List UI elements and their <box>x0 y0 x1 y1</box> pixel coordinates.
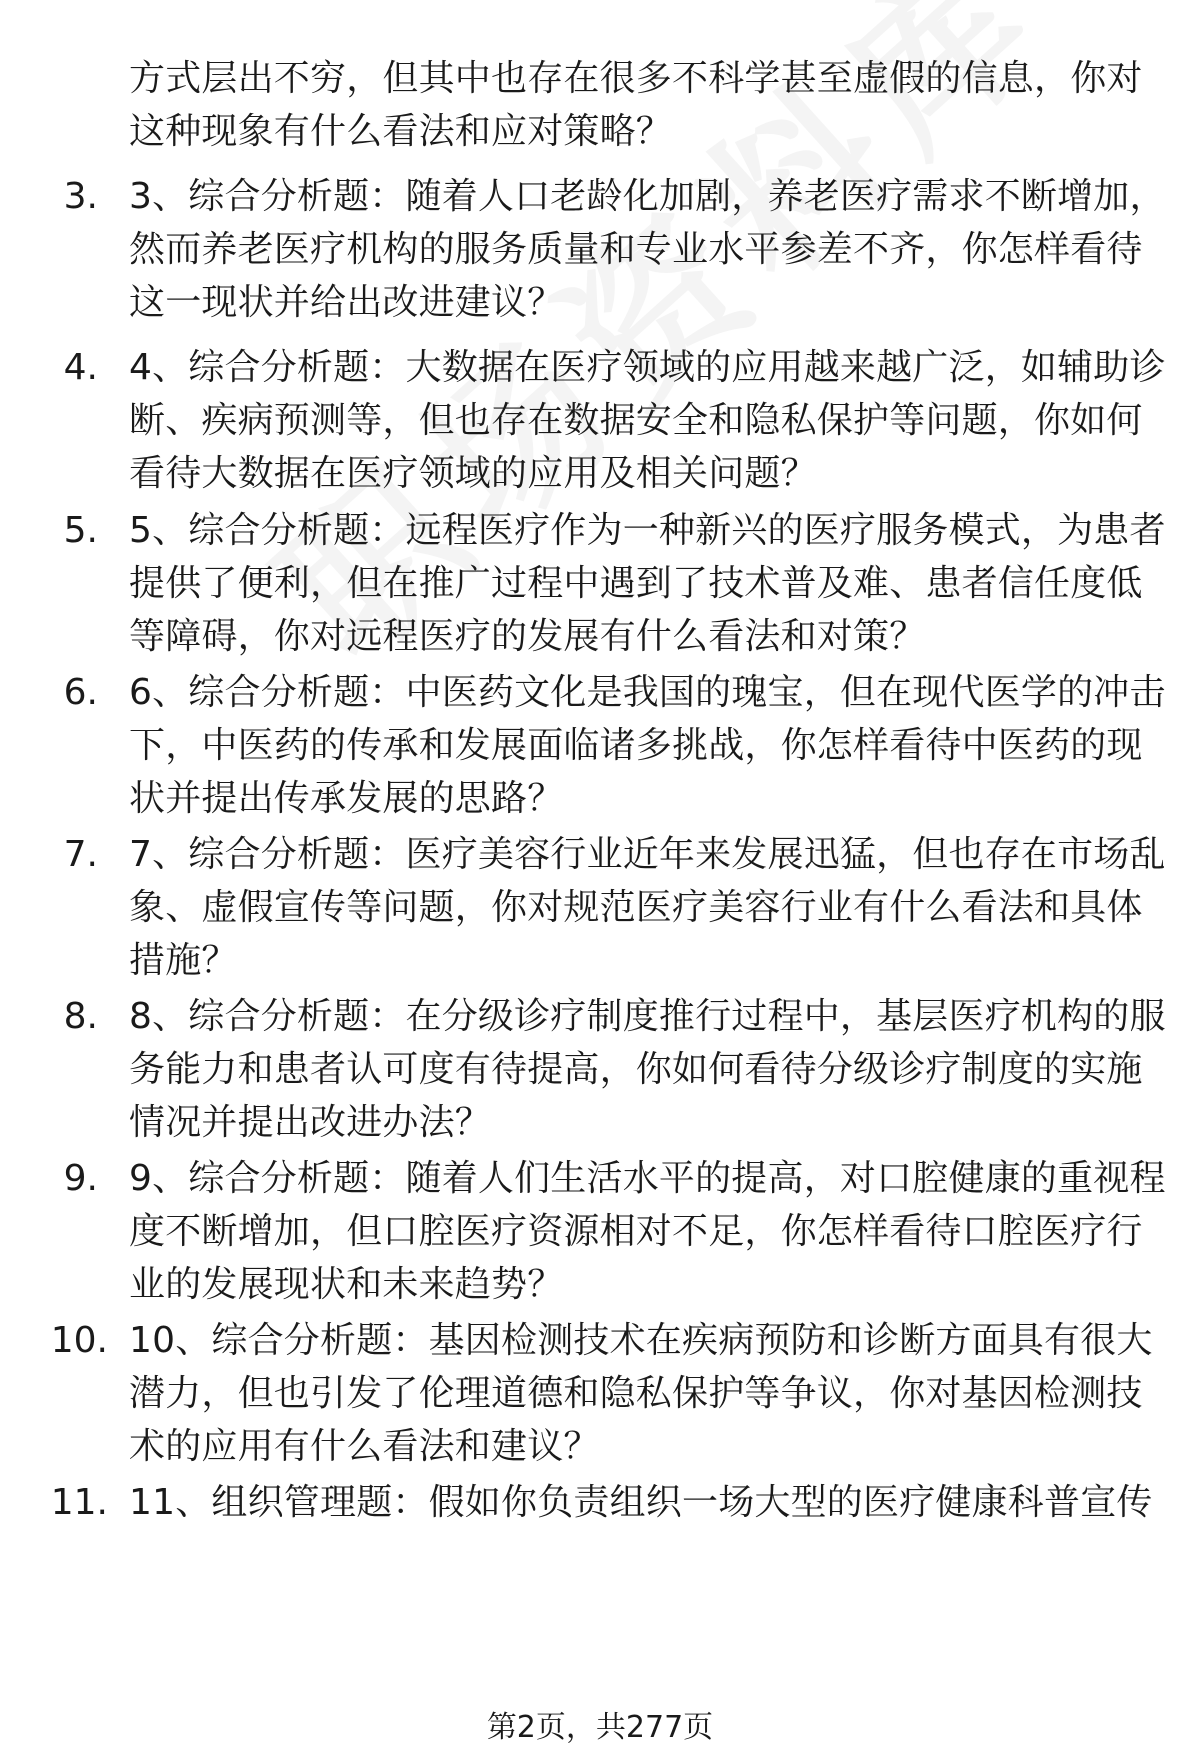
list-number: 5. <box>63 510 98 551</box>
question-text: 6、综合分析题：中医药文化是我国的瑰宝，但在现代医学的冲击下，中医药的传承和发展面临诸多挑战，你怎样看待中医药的现状并提出传承发展的思路？ <box>129 672 1166 819</box>
list-number: 8. <box>63 996 98 1037</box>
question-text: 9、综合分析题：随着人们生活水平的提高，对口腔健康的重视程度不断增加，但口腔医疗资源相对不足，你怎样看待口腔医疗行业的发展现状和未来趋势？ <box>129 1158 1166 1305</box>
question-text: 11、组织管理题：假如你负责组织一场大型的医疗健康科普宣传 <box>129 1482 1153 1523</box>
page-footer: 第2页，共277页 <box>486 1710 714 1745</box>
list-number: 10. <box>50 1320 108 1361</box>
question-text: 10、综合分析题：基因检测技术在疾病预防和诊断方面具有很大潜力，但也引发了伦理道德和隐私保护等争议，你对基因检测技术的应用有什么看法和建议？ <box>129 1320 1153 1467</box>
list-number: 7. <box>63 834 98 875</box>
question-text: 5、综合分析题：远程医疗作为一种新兴的医疗服务模式，为患者提供了便利，但在推广过程中遇到了技术普及难、患者信任度低等障碍，你对远程医疗的发展有什么看法和对策？ <box>129 510 1166 657</box>
question-text: 3、综合分析题：随着人口老龄化加剧，养老医疗需求不断增加，然而养老医疗机构的服务质量和专业水平参差不齐，你怎样看待这一现状并给出改进建议？ <box>129 176 1166 323</box>
list-number: 3. <box>63 176 98 217</box>
question-text: 7、综合分析题：医疗美容行业近年来发展迅猛，但也存在市场乱象、虚假宣传等问题，你对规范医疗美容行业有什么看法和具体措施？ <box>129 834 1166 981</box>
question-text: 8、综合分析题：在分级诊疗制度推行过程中，基层医疗机构的服务能力和患者认可度有待提高，你如何看待分级诊疗制度的实施情况并提出改进办法？ <box>129 996 1166 1143</box>
list-number: 9. <box>63 1158 98 1199</box>
list-number: 4. <box>63 347 98 388</box>
question-text: 4、综合分析题：大数据在医疗领域的应用越来越广泛，如辅助诊断、疾病预测等，但也存在数据安全和隐私保护等问题，你如何看待大数据在医疗领域的应用及相关问题？ <box>129 347 1166 494</box>
list-number: 11. <box>50 1482 108 1523</box>
list-number: 6. <box>63 672 98 713</box>
intro-paragraph: 方式层出不穷，但其中也存在很多不科学甚至虚假的信息，你对这种现象有什么看法和应对策略？ <box>129 58 1143 152</box>
